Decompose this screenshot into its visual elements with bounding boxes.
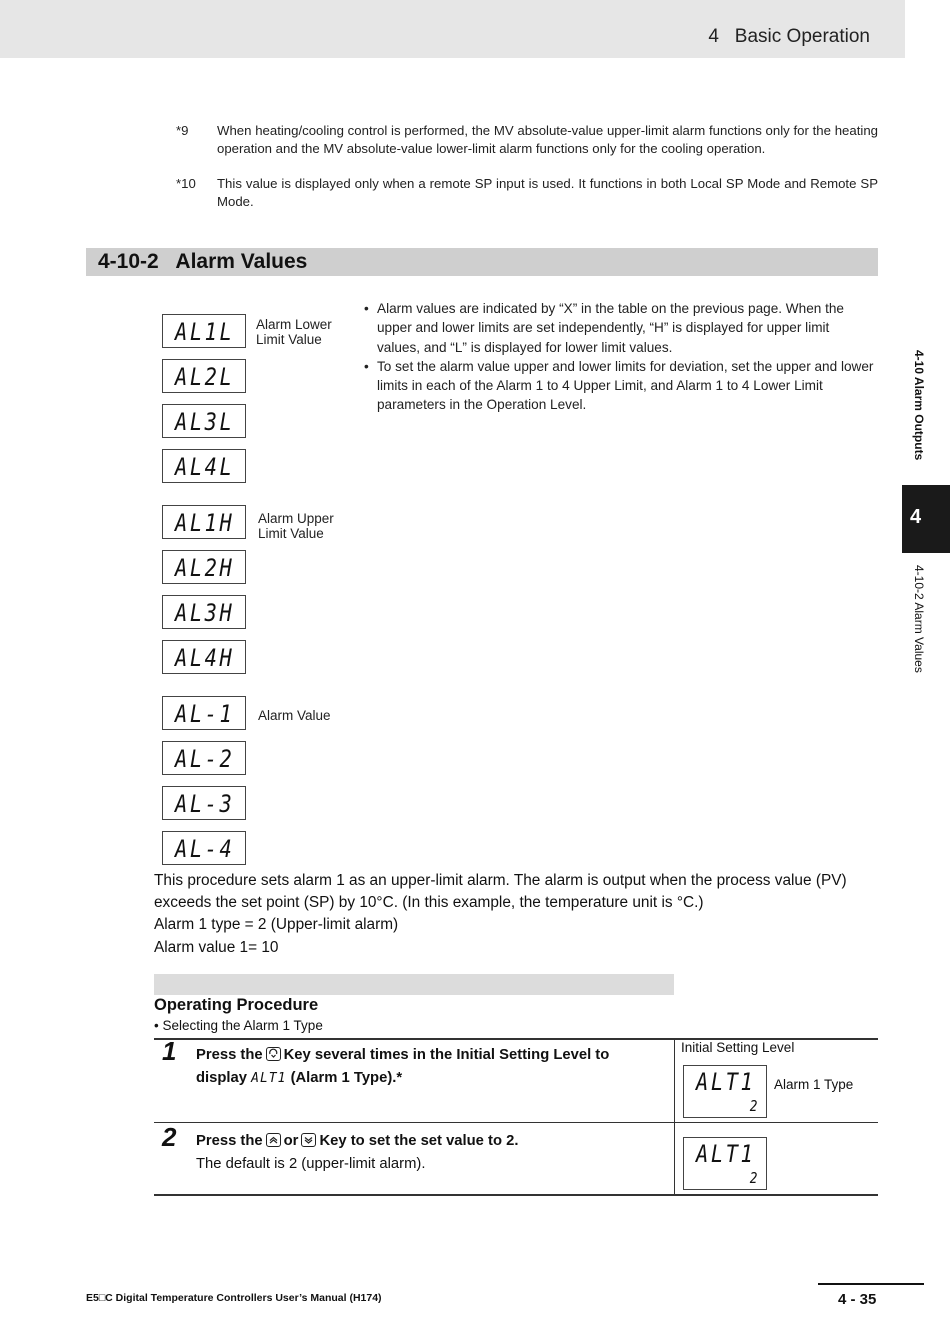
lcd-text: AL-4 <box>175 835 235 863</box>
level-header: Initial Setting Level <box>681 1040 795 1055</box>
label-line: Alarm Upper <box>258 511 334 526</box>
lcd-display <box>162 314 246 348</box>
section-title: 4-10-2 Alarm Values <box>98 250 308 273</box>
lcd-display <box>162 505 246 539</box>
lcd-display <box>162 359 246 393</box>
lcd-text: AL3H <box>175 599 235 627</box>
down-key-icon <box>301 1133 316 1147</box>
table-divider <box>674 1039 675 1195</box>
lcd-display <box>162 404 246 438</box>
procedure-subtitle: • Selecting the Alarm 1 Type <box>154 1018 323 1033</box>
label-line: Alarm Lower <box>256 317 332 332</box>
display-label: Alarm 1 Type <box>774 1077 854 1092</box>
lcd-display <box>162 595 246 629</box>
step-number: 1 <box>162 1036 177 1066</box>
chapter-title: 4 Basic Operation <box>708 26 870 47</box>
step-line: The default is 2 (upper-limit alarm). <box>196 1156 426 1172</box>
example-line: Alarm value 1= 10 <box>154 939 279 956</box>
note-text: When heating/cooling control is performed, the MV absolute-value upper-limit alarm functions only for the heating operation and the MV absolute-value lower-limit alarm functions only for the cooling operation. <box>217 123 878 156</box>
lcd-text: 2 <box>749 1169 760 1187</box>
alarm-upper-label <box>258 512 334 541</box>
step-text-part <box>196 1044 609 1067</box>
lcd-display <box>162 449 246 483</box>
page-number: 4 - 35 <box>838 1291 877 1308</box>
lcd-display-step-1 <box>683 1065 767 1118</box>
footer-manual-title: E5□C Digital Temperature Controllers User’s Manual (H174) <box>86 1292 382 1304</box>
chapter-tab-number: 4 <box>910 506 922 528</box>
step-text-part: Press the <box>196 1133 263 1149</box>
lcd-display <box>162 640 246 674</box>
note-mark: *10 <box>176 176 196 191</box>
bullet-list <box>364 299 874 415</box>
lcd-display <box>162 786 246 820</box>
step-text-part: or <box>283 1133 299 1149</box>
inline-lcd-text: ALT1 <box>251 1071 287 1086</box>
table-rule <box>154 1194 878 1196</box>
note-mark: *9 <box>176 123 189 138</box>
lcd-text: AL2H <box>175 554 235 582</box>
example-line: exceeds the set point (SP) by 10°C. (In this example, the temperature unit is °C.) <box>154 894 704 911</box>
step-line <box>196 1067 668 1090</box>
side-tab-bottom <box>902 565 936 695</box>
step-text-part: Press the <box>196 1047 263 1063</box>
lcd-text: AL-3 <box>175 790 235 818</box>
side-tab-top <box>902 350 936 480</box>
lcd-text: AL4L <box>175 453 235 481</box>
step-text-part: (Alarm 1 Type).* <box>290 1070 403 1086</box>
bullet-item: • To set the alarm value upper and lower limits for deviation, set the upper and lower limits in each of the Alarm 1 to 4 Upper Limit, and Alarm 1 to 4 Lower Limit parameters in the Operation Level. <box>364 357 874 415</box>
up-key-icon <box>266 1133 281 1147</box>
lcd-display-step-2 <box>683 1137 767 1190</box>
alarm-lower-label <box>256 318 332 347</box>
lcd-text: ALT1 <box>696 1140 756 1168</box>
lcd-display <box>162 741 246 775</box>
lcd-display <box>162 696 246 730</box>
lcd-display <box>162 831 246 865</box>
lcd-text: AL1H <box>175 509 235 537</box>
procedure-title: Operating Procedure <box>154 996 319 1014</box>
step-1-text <box>196 1044 668 1090</box>
lcd-text: AL2L <box>175 363 235 391</box>
lcd-text: AL1L <box>175 318 235 346</box>
procedure-band <box>154 974 674 995</box>
label-line: Limit Value <box>258 525 324 541</box>
mode-key-icon <box>266 1047 281 1061</box>
example-line: This procedure sets alarm 1 as an upper-limit alarm. The alarm is output when the process value (PV) <box>154 872 847 889</box>
table-rule <box>154 1122 878 1123</box>
step-text-part: Key several times in the Initial Setting Level to <box>283 1047 610 1063</box>
example-line: Alarm 1 type = 2 (Upper-limit alarm) <box>154 916 399 933</box>
lcd-text: AL4H <box>175 644 235 672</box>
step-line <box>196 1130 668 1153</box>
side-tab-top-text: 4-10 Alarm Outputs <box>912 350 926 461</box>
step-line <box>196 1044 668 1067</box>
label-line: Limit Value <box>256 331 322 347</box>
note-text: This value is displayed only when a remote SP input is used. It functions in both Local SP Mode and Remote SP Mode. <box>217 176 878 209</box>
step-number: 2 <box>162 1122 177 1152</box>
footer-rule <box>818 1283 924 1285</box>
step-2-text <box>196 1130 668 1176</box>
lcd-text: AL3L <box>175 408 235 436</box>
step-text-part: Key to set the set value to 2. <box>319 1133 519 1149</box>
lcd-text: AL-2 <box>175 745 235 773</box>
lcd-text: 2 <box>749 1097 760 1115</box>
lcd-display <box>162 550 246 584</box>
side-tab-bottom-text: 4-10-2 Alarm Values <box>912 565 926 673</box>
lcd-text: ALT1 <box>696 1068 756 1096</box>
step-text-part: display <box>196 1070 247 1086</box>
alarm-value-label: Alarm Value <box>258 708 331 723</box>
lcd-text: AL-1 <box>175 700 235 728</box>
bullet-item: • Alarm values are indicated by “X” in the table on the previous page. When the upper and lower limits are set independently, “H” is displayed for upper limit values, and “L” is displayed for lower limit values. <box>364 299 874 357</box>
chapter-tab <box>902 485 950 553</box>
